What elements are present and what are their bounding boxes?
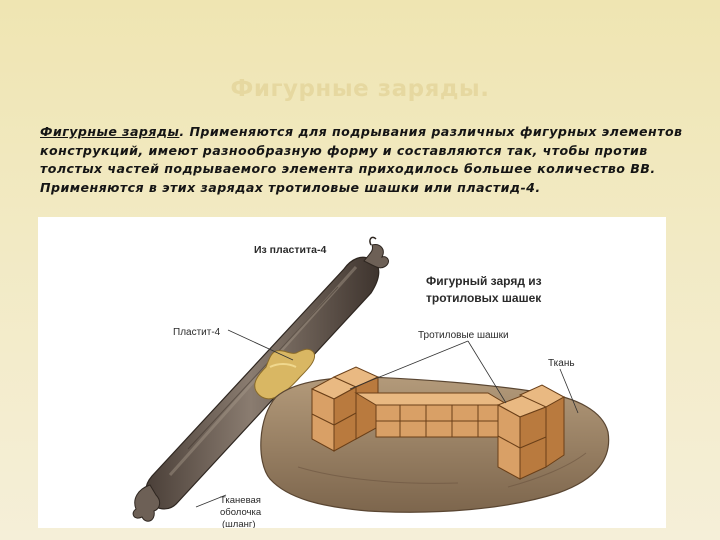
- body-text: Применяются для подрывания различных фигурных элементов конструкций, имеют разнообразную форму и составляются так, чтобы против толстых частей подрываемого элемента приходилось большее количество ВВ. Применяются в этих зарядах тротиловые шашки или пластид-4.: [40, 124, 683, 195]
- sleeve-label-line1: Тканевая: [220, 495, 261, 506]
- sleeve-label-line3: (шланг): [222, 519, 256, 528]
- defined-term: Фигурные заряды: [40, 124, 180, 139]
- slide-title: Фигурные заряды.: [230, 76, 490, 102]
- cloth-label: Ткань: [548, 358, 575, 369]
- plastite-header-label: Из пластита-4: [254, 244, 327, 256]
- body-paragraph: [40, 123, 690, 197]
- tnt-title-line2: тротиловых шашек: [426, 291, 542, 305]
- charges-illustration: [38, 217, 666, 528]
- illustration-svg: [38, 217, 666, 528]
- plastite-label: Пластит-4: [173, 327, 221, 338]
- tnt-blocks-label: Тротиловые шашки: [418, 330, 509, 341]
- term-period: .: [179, 124, 185, 139]
- sleeve-label-line2: оболочка: [220, 507, 262, 518]
- tnt-title-line1: Фигурный заряд из: [426, 274, 542, 288]
